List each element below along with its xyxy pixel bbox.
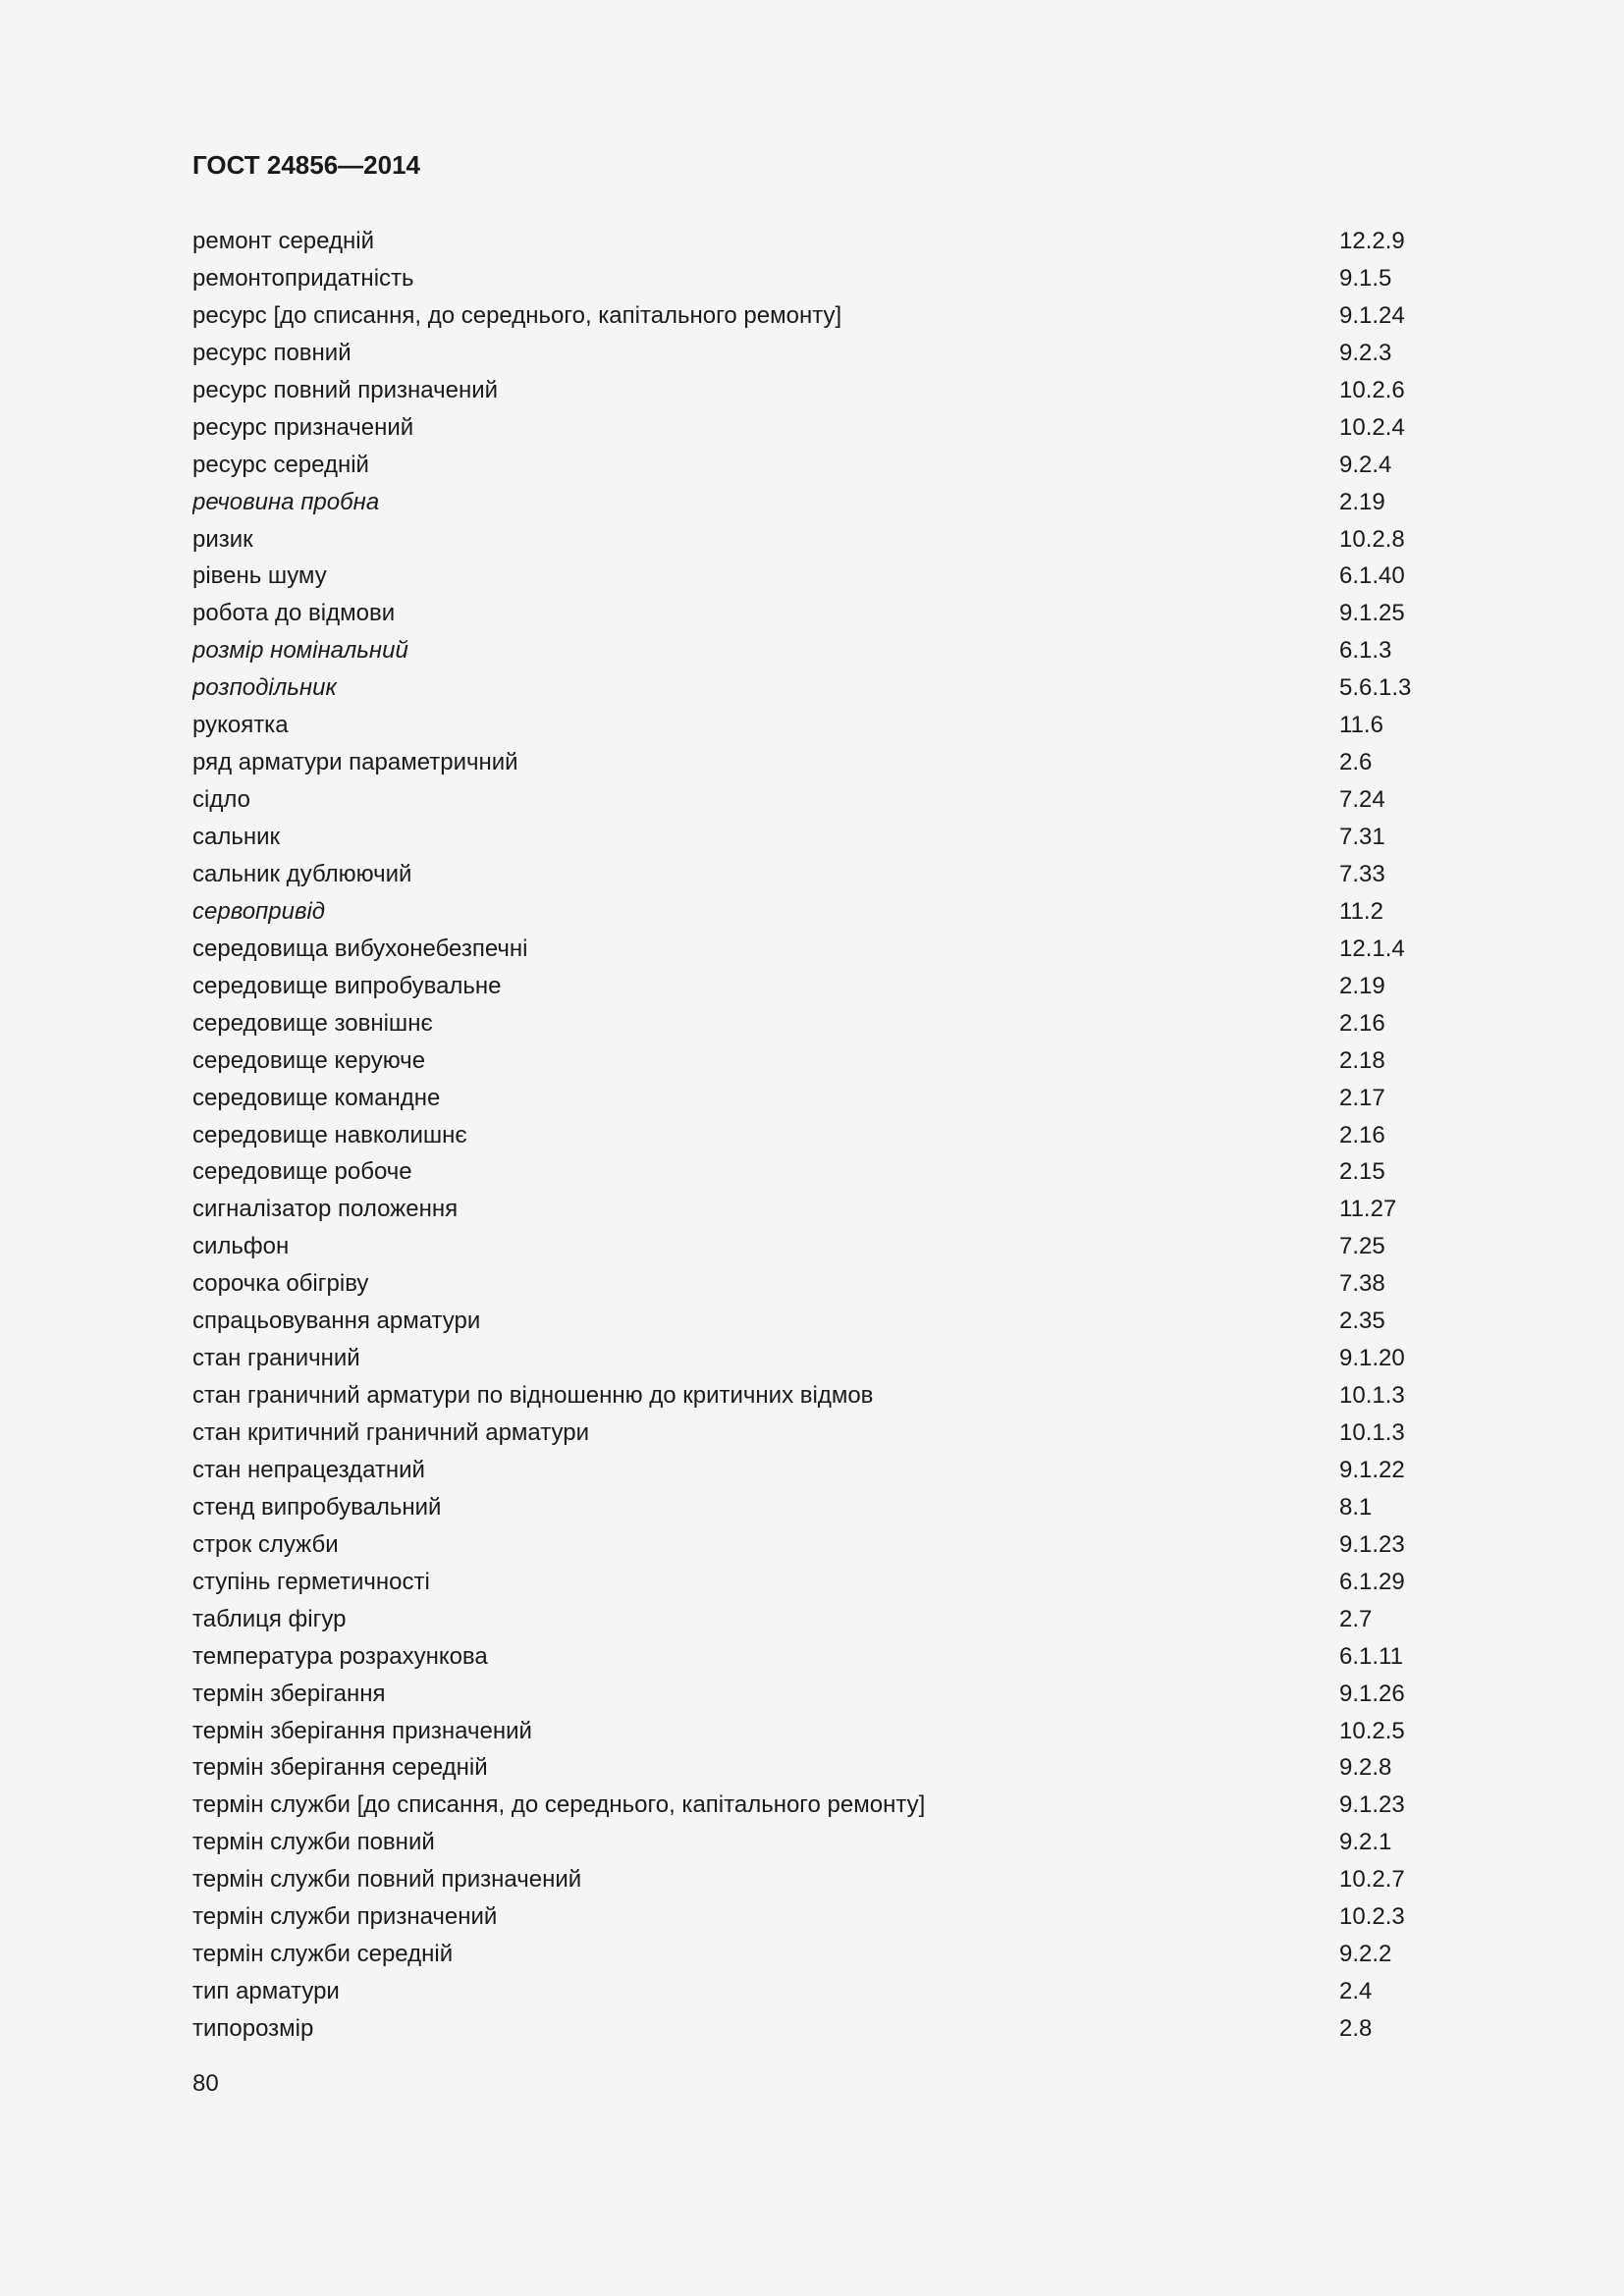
index-reference: 10.2.7	[1339, 1866, 1405, 1894]
index-term: строк служби	[192, 1530, 339, 1558]
index-row	[192, 1489, 1430, 1526]
index-row	[192, 1898, 1430, 1936]
index-reference: 10.2.8	[1339, 525, 1405, 553]
index-term: середовища вибухонебезпечні	[192, 934, 528, 962]
index-term: термін служби середній	[192, 1941, 454, 1968]
document-header: ГОСТ 24856—2014	[192, 150, 420, 180]
index-term: сальник дублюючий	[192, 860, 412, 887]
index-reference: 9.2.2	[1339, 1941, 1392, 1968]
index-reference: 10.2.6	[1339, 376, 1405, 403]
index-row	[192, 1303, 1430, 1340]
index-reference: 10.2.3	[1339, 1903, 1405, 1931]
index-reference: 7.24	[1339, 786, 1385, 814]
index-term: сідло	[192, 786, 250, 814]
index-row	[192, 781, 1430, 819]
index-term: ресурс повний призначений	[192, 376, 499, 403]
index-row	[192, 297, 1430, 335]
index-reference: 12.2.9	[1339, 228, 1405, 254]
index-reference: 10.1.3	[1339, 1382, 1405, 1410]
index-reference: 9.1.26	[1339, 1680, 1405, 1707]
index-term: термін служби [до списання, до середнього, капітального ремонту]	[192, 1791, 926, 1819]
index-term: стан граничний	[192, 1345, 360, 1372]
index-row	[192, 1676, 1430, 1713]
index-reference: 6.1.29	[1339, 1568, 1405, 1595]
index-reference: 7.25	[1339, 1233, 1385, 1260]
index-reference: 5.6.1.3	[1339, 674, 1412, 702]
index-row	[192, 1936, 1430, 1973]
index-row	[192, 335, 1430, 372]
index-row	[192, 1564, 1430, 1601]
index-reference: 7.38	[1339, 1270, 1385, 1298]
index-term: сервопривід	[192, 897, 326, 925]
index-term: стан граничний арматури по відношенню до критичних відмов	[192, 1382, 874, 1410]
index-row	[192, 521, 1430, 559]
index-row	[192, 819, 1430, 856]
index-row	[192, 1265, 1430, 1303]
index-row	[192, 1452, 1430, 1489]
index-row	[192, 1340, 1430, 1377]
index-term: термін зберігання призначений	[192, 1717, 532, 1744]
index-row	[192, 632, 1430, 669]
index-term: ряд арматури параметричний	[192, 749, 518, 776]
index-row	[192, 1824, 1430, 1861]
index-term: ризик	[192, 525, 253, 553]
index-term: середовище випробувальне	[192, 972, 502, 999]
index-reference: 9.1.5	[1339, 264, 1392, 292]
index-reference: 9.1.23	[1339, 1791, 1405, 1819]
index-reference: 11.27	[1339, 1196, 1397, 1223]
index-row	[192, 669, 1430, 707]
index-term: середовище керуюче	[192, 1046, 426, 1074]
index-row	[192, 856, 1430, 893]
index-reference: 2.16	[1339, 1009, 1385, 1037]
index-reference: 9.2.4	[1339, 451, 1392, 478]
index-term: температура розрахункова	[192, 1642, 488, 1670]
index-reference: 10.1.3	[1339, 1419, 1405, 1446]
index-term: термін служби призначений	[192, 1903, 498, 1931]
index-reference: 2.19	[1339, 972, 1385, 999]
index-term: ресурс середній	[192, 451, 369, 478]
index-row	[192, 931, 1430, 968]
index-row	[192, 1638, 1430, 1676]
index-reference: 12.1.4	[1339, 934, 1405, 962]
index-term: типорозмір	[192, 2015, 314, 2042]
index-reference: 9.1.22	[1339, 1456, 1405, 1483]
index-row	[192, 1973, 1430, 2010]
index-row	[192, 1713, 1430, 1750]
index-reference: 6.1.11	[1339, 1642, 1403, 1670]
index-reference: 9.2.8	[1339, 1754, 1392, 1782]
index-term: рукоятка	[192, 712, 289, 739]
index-row	[192, 744, 1430, 781]
index-reference: 6.1.40	[1339, 562, 1405, 590]
index-row	[192, 1601, 1430, 1638]
index-reference: 10.2.5	[1339, 1717, 1405, 1744]
index-term: речовина пробна	[192, 488, 380, 515]
index-term: ступінь герметичності	[192, 1568, 430, 1595]
index-row	[192, 1377, 1430, 1415]
index-term: термін зберігання середній	[192, 1754, 488, 1782]
index-term: термін зберігання	[192, 1680, 386, 1707]
index-reference: 2.4	[1339, 1978, 1373, 2005]
index-row	[192, 2010, 1430, 2048]
page-number: 80	[192, 2070, 219, 2097]
index-row	[192, 1117, 1430, 1154]
index-row	[192, 1861, 1430, 1898]
index-term: сигналізатор положення	[192, 1196, 459, 1223]
index-reference: 9.2.1	[1339, 1829, 1392, 1856]
index-row	[192, 893, 1430, 931]
index-term: сильфон	[192, 1233, 290, 1260]
index-reference: 11.2	[1339, 897, 1383, 925]
index-term: ресурс [до списання, до середнього, капітального ремонту]	[192, 301, 842, 329]
index-row	[192, 968, 1430, 1005]
index-reference: 2.19	[1339, 488, 1385, 515]
index-row	[192, 372, 1430, 409]
index-row	[192, 260, 1430, 297]
index-term: ремонтопридатність	[192, 264, 414, 292]
index-row	[192, 558, 1430, 595]
index-reference: 2.17	[1339, 1084, 1385, 1111]
index-term: ресурс повний	[192, 339, 352, 366]
index-term: середовище навколишнє	[192, 1121, 467, 1148]
index-row	[192, 1042, 1430, 1080]
index-reference: 2.6	[1339, 749, 1373, 776]
index-term: середовище робоче	[192, 1158, 412, 1186]
index-term: сорочка обігріву	[192, 1270, 369, 1298]
index-term: термін служби повний	[192, 1829, 435, 1856]
index-reference: 8.1	[1339, 1493, 1373, 1521]
index-row	[192, 447, 1430, 484]
index-row	[192, 223, 1430, 260]
index-row	[192, 1415, 1430, 1452]
index-row	[192, 409, 1430, 447]
index-term: розмір номінальний	[192, 637, 408, 665]
index-reference: 2.8	[1339, 2015, 1373, 2042]
index-row	[192, 1526, 1430, 1564]
index-row	[192, 1005, 1430, 1042]
index-term: ресурс призначений	[192, 413, 414, 441]
index-reference: 2.18	[1339, 1046, 1385, 1074]
term-index-list	[192, 223, 1430, 2048]
index-term: стан критичний граничний арматури	[192, 1419, 589, 1446]
index-reference: 9.1.23	[1339, 1530, 1405, 1558]
index-reference: 9.2.3	[1339, 339, 1392, 366]
index-reference: 6.1.3	[1339, 637, 1392, 665]
index-row	[192, 1228, 1430, 1265]
index-row	[192, 1080, 1430, 1117]
index-reference: 2.7	[1339, 1605, 1373, 1632]
index-term: ремонт середній	[192, 228, 374, 254]
index-row	[192, 1191, 1430, 1228]
index-reference: 10.2.4	[1339, 413, 1405, 441]
index-reference: 11.6	[1339, 712, 1383, 739]
index-reference: 2.35	[1339, 1308, 1385, 1335]
index-reference: 7.33	[1339, 860, 1385, 887]
index-reference: 9.1.20	[1339, 1345, 1405, 1372]
index-term: стан непрацездатний	[192, 1456, 425, 1483]
index-term: розподільник	[192, 674, 337, 702]
index-reference: 9.1.25	[1339, 600, 1405, 627]
index-term: спрацьовування арматури	[192, 1308, 481, 1335]
index-term: таблиця фігур	[192, 1605, 347, 1632]
index-row	[192, 484, 1430, 521]
index-term: середовище зовнішнє	[192, 1009, 433, 1037]
index-term: тип арматури	[192, 1978, 340, 2005]
index-reference: 7.31	[1339, 824, 1385, 850]
index-reference: 9.1.24	[1339, 301, 1405, 329]
index-row	[192, 1787, 1430, 1824]
index-row	[192, 707, 1430, 744]
index-term: термін служби повний призначений	[192, 1866, 582, 1894]
index-row	[192, 1749, 1430, 1787]
index-term: робота до відмови	[192, 600, 396, 627]
index-term: стенд випробувальний	[192, 1493, 442, 1521]
index-reference: 2.15	[1339, 1158, 1385, 1186]
index-term: середовище командне	[192, 1084, 441, 1111]
index-row	[192, 595, 1430, 632]
index-row	[192, 1153, 1430, 1191]
index-reference: 2.16	[1339, 1121, 1385, 1148]
index-term: сальник	[192, 824, 281, 850]
index-term: рівень шуму	[192, 562, 327, 590]
